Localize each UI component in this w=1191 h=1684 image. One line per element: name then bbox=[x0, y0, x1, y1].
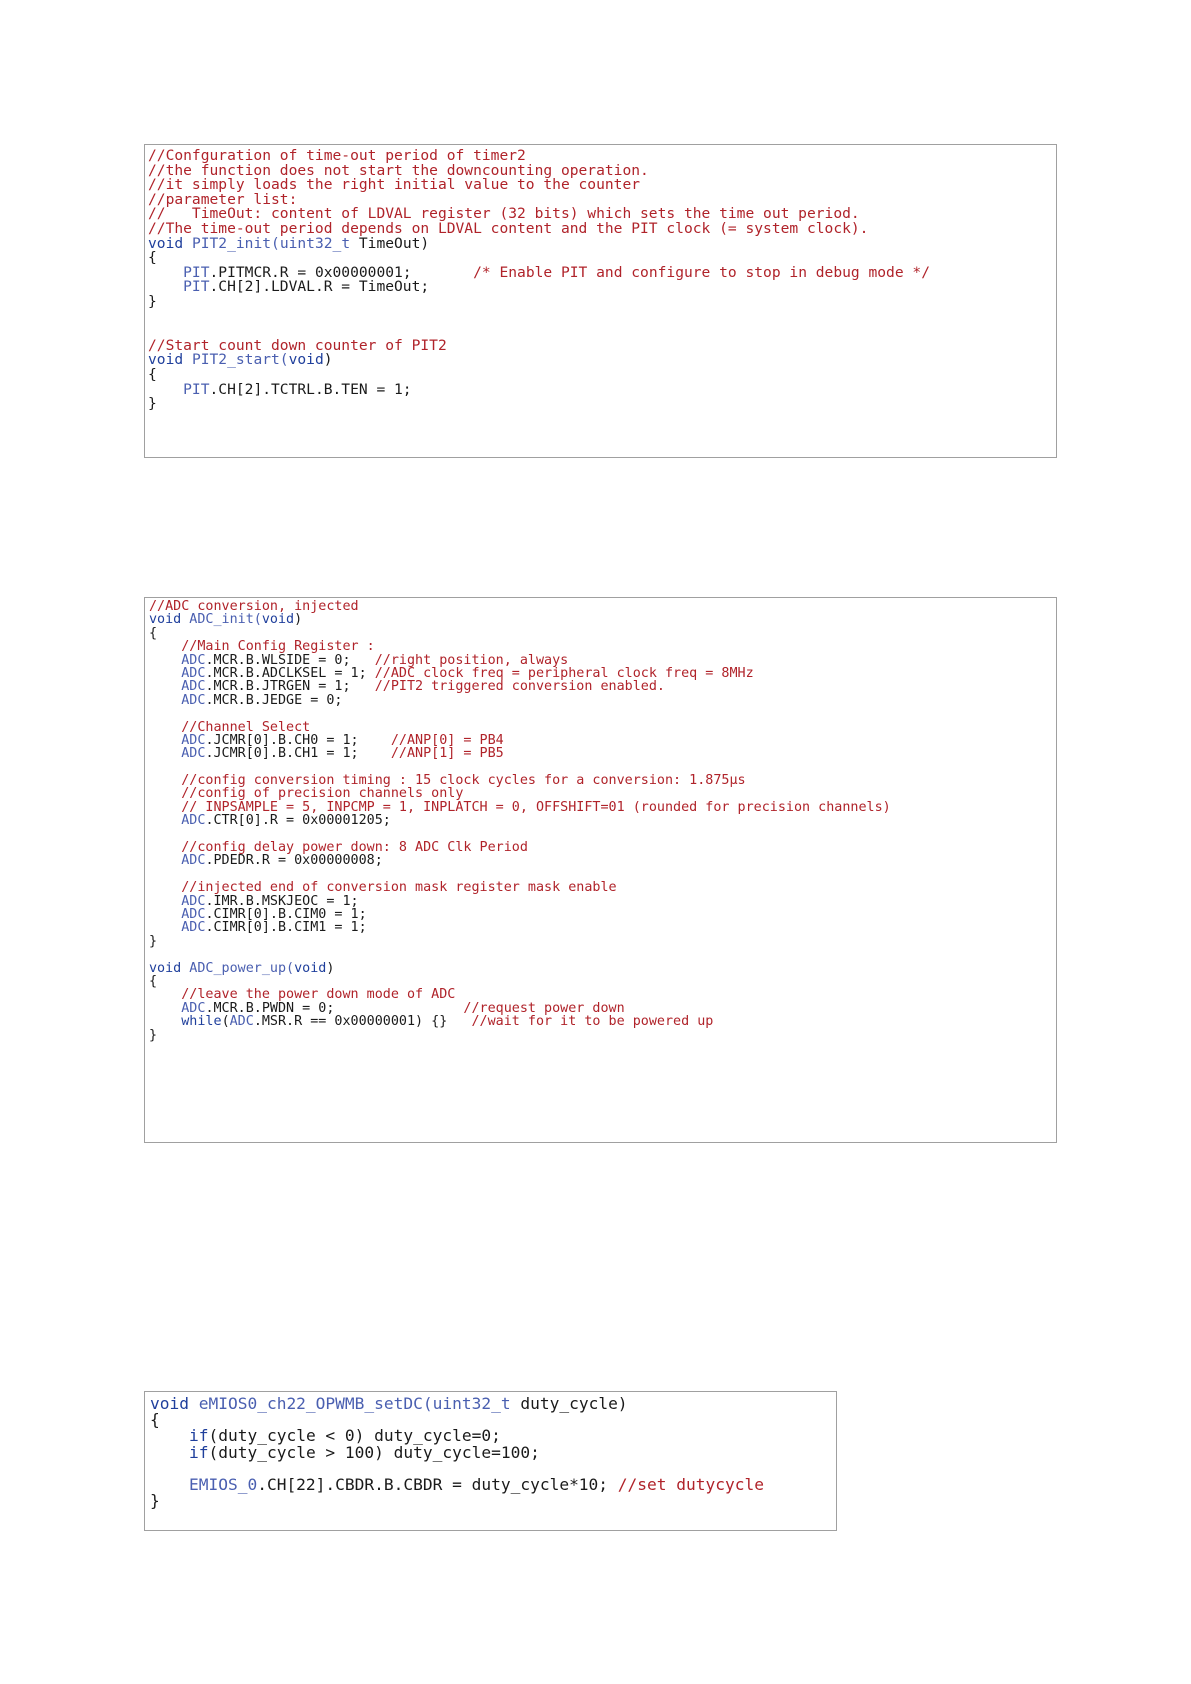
code-block-emios bbox=[144, 1391, 837, 1531]
register-name: ADC bbox=[149, 920, 206, 936]
register-name: ADC bbox=[149, 853, 206, 869]
code-text bbox=[145, 1392, 836, 1511]
register-name: PIT bbox=[148, 263, 210, 281]
function-name: PIT2_init( bbox=[183, 234, 280, 252]
register-name: ADC bbox=[149, 813, 206, 829]
inline-comment: //ANP[1] = PB5 bbox=[390, 746, 504, 762]
keyword: while bbox=[149, 1014, 222, 1030]
function-name: PIT2_start( bbox=[183, 351, 289, 369]
register-name: ADC bbox=[149, 893, 206, 909]
register-name: PIT bbox=[148, 380, 210, 398]
keyword: void bbox=[288, 351, 324, 369]
comment-line: //the function does not start the downcounting operation. bbox=[148, 161, 649, 179]
code-line bbox=[148, 265, 1056, 280]
register-name: ADC bbox=[149, 732, 206, 748]
inline-comment: //right position, always bbox=[374, 652, 569, 668]
code-text-span: .MCR.B.JEDGE = 0; bbox=[205, 692, 343, 708]
comment-line: //config conversion timing : 15 clock cycles for a conversion: 1.875µs bbox=[149, 773, 746, 789]
code-text-span: .JCMR[0].B.CH0 = 1; bbox=[205, 732, 391, 748]
keyword: void bbox=[148, 234, 184, 252]
function-signature bbox=[150, 1395, 836, 1411]
code-text-span: .JCMR[0].B.CH1 = 1; bbox=[205, 746, 391, 762]
code-line bbox=[150, 1476, 836, 1492]
code-line bbox=[149, 653, 1056, 666]
code-text-span: TimeOut) bbox=[350, 234, 430, 252]
register-name: PIT bbox=[148, 278, 210, 296]
code-line bbox=[149, 1014, 1056, 1030]
register-name: ADC bbox=[149, 652, 206, 668]
code-line bbox=[149, 813, 1056, 829]
brace: { bbox=[149, 973, 158, 989]
function-signature bbox=[149, 961, 1056, 974]
code-text-span: .CIMR[0].B.CIM0 = 1; bbox=[205, 906, 367, 922]
code-text-span: .IMR.B.MSKJEOC = 1; bbox=[205, 893, 359, 909]
code-line bbox=[148, 382, 1056, 397]
code-text-span: .PDEDR.R = 0x00000008; bbox=[205, 853, 383, 869]
inline-comment: /* Enable PIT and configure to stop in debug mode */ bbox=[473, 263, 930, 281]
code-line bbox=[149, 1001, 1056, 1014]
keyword: if bbox=[150, 1426, 209, 1446]
keyword: void bbox=[261, 612, 295, 628]
code-text-span: (duty_cycle < 0) duty_cycle=0; bbox=[208, 1426, 501, 1446]
code-text bbox=[145, 598, 1056, 1041]
code-line bbox=[150, 1444, 836, 1460]
register-name: ADC bbox=[149, 1000, 206, 1016]
brace: } bbox=[150, 1491, 160, 1511]
register-name: ADC bbox=[149, 665, 206, 681]
code-text-span: .CH[22].CBDR.B.CBDR = duty_cycle*10; bbox=[257, 1474, 618, 1494]
function-name: ADC_power_up( bbox=[181, 960, 295, 976]
code-text-span: .MCR.B.ADCLKSEL = 1; bbox=[205, 665, 375, 681]
code-text-span: .PITMCR.R = 0x00000001; bbox=[209, 263, 474, 281]
comment-line: // TimeOut: content of LDVAL register (32 bits) which sets the time out period. bbox=[148, 205, 860, 223]
brace: } bbox=[148, 395, 157, 413]
keyword: if bbox=[150, 1442, 209, 1462]
comment-line: //injected end of conversion mask register mask enable bbox=[149, 880, 617, 896]
register-name: ADC bbox=[149, 679, 206, 695]
code-line bbox=[149, 746, 1056, 762]
code-text-span: .CH[2].LDVAL.R = TimeOut; bbox=[209, 278, 430, 296]
type-name: uint32_t bbox=[279, 234, 351, 252]
code-text-span: .MCR.B.PWDN = 0; bbox=[205, 1000, 464, 1016]
keyword: void bbox=[148, 351, 184, 369]
code-line bbox=[149, 666, 1056, 679]
code-block-adc bbox=[144, 597, 1057, 1143]
function-signature bbox=[149, 612, 1056, 628]
keyword: void bbox=[150, 1394, 189, 1413]
register-name: ADC bbox=[149, 906, 206, 922]
code-text-span: .CTR[0].R = 0x00001205; bbox=[205, 813, 391, 829]
code-line bbox=[149, 853, 1056, 869]
code-line bbox=[149, 920, 1056, 936]
code-text-span: ) bbox=[326, 960, 335, 976]
code-text-span: (duty_cycle > 100) duty_cycle=100; bbox=[208, 1442, 540, 1462]
code-text-span: duty_cycle) bbox=[510, 1394, 628, 1413]
comment-line: //config delay power down: 8 ADC Clk Period bbox=[149, 840, 528, 856]
brace: } bbox=[149, 933, 158, 949]
keyword: void bbox=[149, 612, 182, 628]
function-name: eMIOS0_ch22_OPWMB_setDC( bbox=[188, 1394, 433, 1413]
comment-line: //ADC conversion, injected bbox=[149, 599, 359, 614]
function-name: ADC_init( bbox=[181, 612, 262, 628]
code-text-span: ( bbox=[221, 1014, 230, 1030]
code-block-pit2 bbox=[144, 144, 1057, 458]
code-text-span: .CH[2].TCTRL.B.TEN = 1; bbox=[209, 380, 412, 398]
code-text-span: ) bbox=[294, 612, 303, 628]
inline-comment: //wait for it to be powered up bbox=[471, 1014, 714, 1030]
function-signature bbox=[148, 352, 1056, 367]
type-name: uint32_t bbox=[432, 1394, 511, 1413]
code-line bbox=[149, 693, 1056, 706]
register-name: ADC bbox=[229, 1014, 254, 1030]
code-text-span: .MCR.B.WLSIDE = 0; bbox=[205, 652, 375, 668]
code-line bbox=[149, 733, 1056, 746]
comment-line: //The time-out period depends on LDVAL content and the PIT clock (= system clock). bbox=[148, 219, 869, 237]
brace: { bbox=[149, 625, 158, 641]
comment-line: //Channel Select bbox=[149, 719, 311, 735]
code-line bbox=[150, 1426, 836, 1446]
comment-line: //Main Config Register : bbox=[149, 639, 375, 655]
brace: { bbox=[148, 365, 157, 383]
function-signature bbox=[148, 236, 1056, 251]
comment-line: //leave the power down mode of ADC bbox=[149, 987, 456, 1003]
code-text-span: ) bbox=[323, 351, 333, 369]
inline-comment: //ADC clock freq = peripheral clock freq = 8MHz bbox=[374, 665, 754, 681]
register-name: ADC bbox=[149, 746, 206, 762]
brace: } bbox=[149, 1027, 158, 1043]
brace: } bbox=[148, 292, 157, 310]
code-line bbox=[149, 679, 1056, 695]
keyword: void bbox=[294, 960, 327, 976]
comment-line: //Start count down counter of PIT2 bbox=[148, 336, 447, 354]
inline-comment: //set dutycycle bbox=[617, 1474, 764, 1494]
brace: { bbox=[150, 1410, 160, 1430]
code-line bbox=[149, 907, 1056, 920]
comment-line: // INPSAMPLE = 5, INPCMP = 1, INPLATCH = 0, OFFSHIFT=01 (rounded for precision channels) bbox=[149, 799, 891, 815]
code-text-span: .CIMR[0].B.CIM1 = 1; bbox=[205, 920, 367, 936]
inline-comment: //ANP[0] = PB4 bbox=[390, 732, 504, 748]
code-line bbox=[148, 279, 1056, 294]
code-line bbox=[149, 894, 1056, 907]
comment-line: //it simply loads the right initial value to the counter bbox=[148, 176, 641, 194]
comment-line: //Confguration of time-out period of timer2 bbox=[148, 147, 526, 164]
brace: { bbox=[148, 249, 157, 267]
keyword: void bbox=[149, 960, 182, 976]
code-text bbox=[145, 145, 1056, 411]
code-text-span: .MSR.R == 0x00000001) {} bbox=[253, 1014, 472, 1030]
register-name: ADC bbox=[149, 692, 206, 708]
code-text-span: .MCR.B.JTRGEN = 1; bbox=[205, 679, 375, 695]
comment-line: //config of precision channels only bbox=[149, 786, 464, 802]
comment-line: //parameter list: bbox=[148, 190, 298, 208]
register-name: EMIOS_0 bbox=[150, 1474, 258, 1494]
inline-comment: //request power down bbox=[463, 1000, 625, 1016]
inline-comment: //PIT2 triggered conversion enabled. bbox=[374, 679, 665, 695]
